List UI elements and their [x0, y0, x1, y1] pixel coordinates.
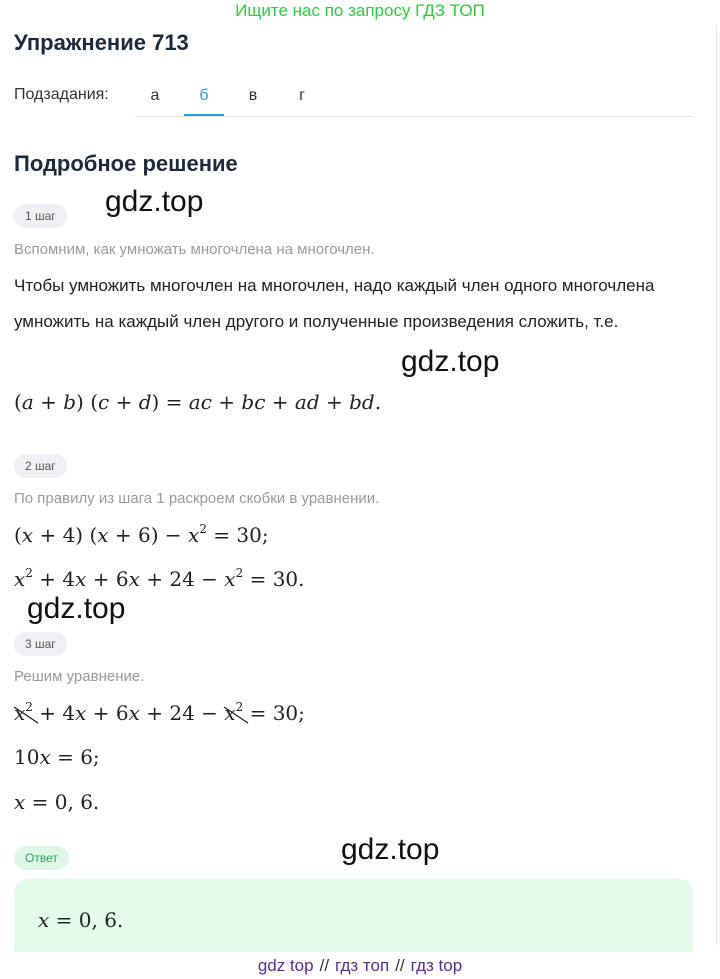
formula: $x^2$ + $4x + 6x + 24 - x^2$ = 30; [14, 700, 305, 725]
step-chip: 3 шаг [14, 632, 67, 656]
crossed-term: $x^2$ [224, 701, 243, 725]
watermark: gdz.top [341, 833, 440, 866]
tab-g[interactable]: г [299, 87, 305, 104]
solution-heading: Подробное решение [14, 151, 238, 176]
footer-link[interactable]: гдз top [410, 956, 463, 975]
step-note: Вспомним, как умножать многочлена на многочлен. [14, 241, 375, 258]
formula: 10x = 6; [14, 745, 100, 769]
footer-link[interactable]: гдз топ [335, 956, 390, 975]
footer-separator: // [319, 956, 330, 975]
footer-separator: // [395, 956, 405, 975]
crossed-term: $x^2$ [14, 701, 33, 725]
answer-chip: Ответ [14, 846, 69, 870]
tab-v[interactable]: в [248, 87, 258, 104]
footer-links [0, 952, 720, 979]
step-note: По правилу из шага 1 раскроем скобки в уравнении. [14, 490, 380, 507]
step-chip: 1 шаг [14, 204, 67, 228]
subtasks-label: Подзадания: [14, 86, 109, 103]
footer-link[interactable]: gdz top [257, 956, 314, 975]
answer-formula: x = 0, 6. [38, 908, 124, 932]
formula: (x + 4) $(x + 6) - x^2 = 30$; [14, 522, 269, 547]
step-note: Решим уравнение. [14, 668, 145, 685]
formula: x = 0, 6. [14, 790, 100, 814]
watermark: gdz.top [27, 592, 126, 625]
tab-b[interactable]: б [184, 76, 224, 116]
page-title: Упражнение 713 [14, 30, 189, 55]
watermark: gdz.top [401, 345, 500, 378]
subtask-tabs [135, 76, 693, 117]
formula: (a + b) (c + d) = ac + bc + ad + bd. [14, 390, 382, 414]
tab-a[interactable]: а [150, 87, 160, 104]
divider [716, 26, 717, 946]
promo-banner[interactable]: Ищите нас по запросу ГДЗ ТОП [235, 1, 485, 20]
step-chip: 2 шаг [14, 454, 67, 478]
formula: $x^2 + 4x + 6x + 24 - x^2 = 30$. [14, 566, 305, 591]
step-text: Чтобы умножить многочлен на многочлен, надо каждый член одного многочлена умножить на каждый член другого и полученные произведения сложить, т.е. [14, 276, 655, 331]
watermark: gdz.top [105, 185, 204, 218]
